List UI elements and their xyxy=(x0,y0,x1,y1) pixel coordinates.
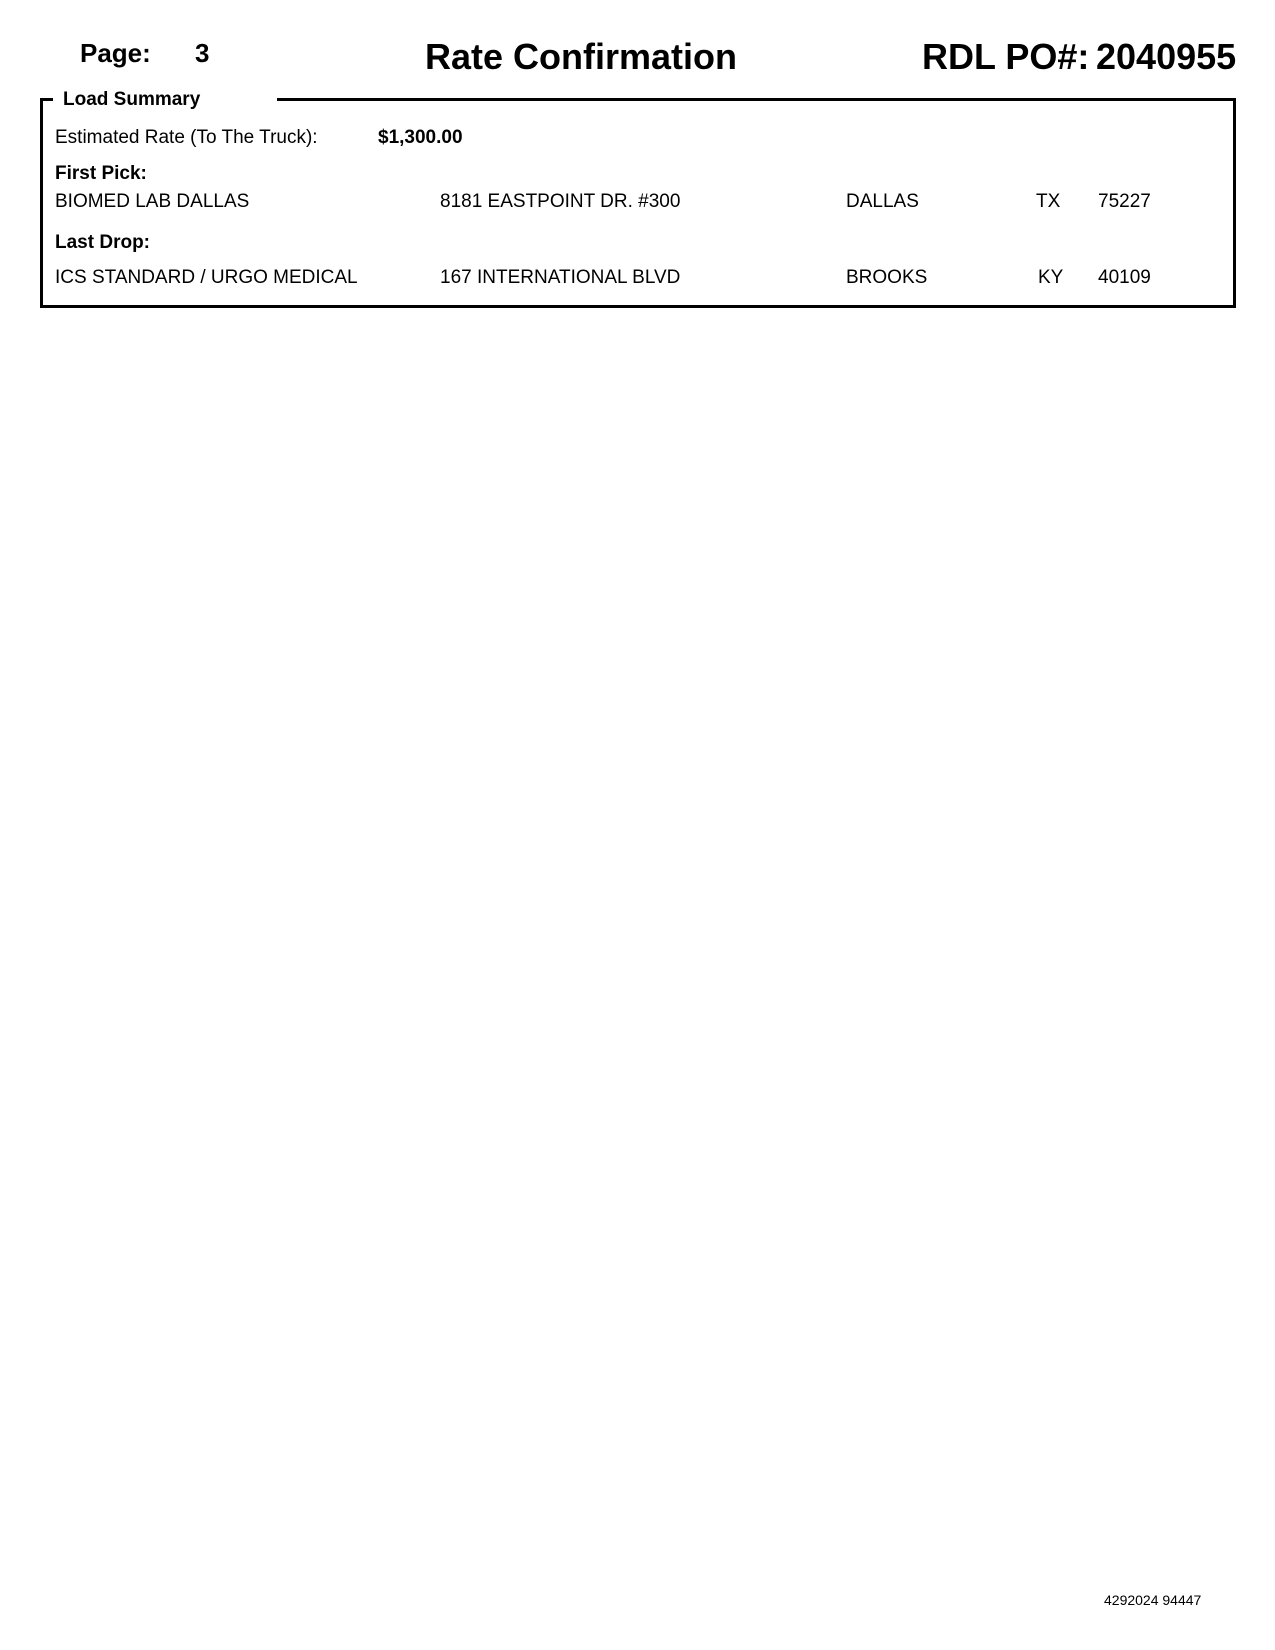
first-pick-heading: First Pick: xyxy=(55,163,147,184)
load-summary-border-tick xyxy=(40,98,52,101)
page-number: 3 xyxy=(195,38,210,68)
first-pick-state: TX xyxy=(1036,191,1061,212)
first-pick-city: DALLAS xyxy=(846,191,919,212)
last-drop-name: ICS STANDARD / URGO MEDICAL xyxy=(55,267,358,288)
load-summary-title: Load Summary xyxy=(63,89,201,110)
page-label: Page: xyxy=(80,38,151,68)
last-drop-city: BROOKS xyxy=(846,267,928,288)
last-drop-zip: 40109 xyxy=(1098,267,1151,288)
last-drop-state: KY xyxy=(1038,267,1064,288)
document-title: Rate Confirmation xyxy=(425,36,738,77)
first-pick-zip: 75227 xyxy=(1098,191,1151,212)
po-label: RDL PO#: xyxy=(922,36,1090,77)
estimated-rate-label: Estimated Rate (To The Truck): xyxy=(55,127,318,148)
footer-code: 4292024 94447 xyxy=(1104,1592,1202,1608)
last-drop-address: 167 INTERNATIONAL BLVD xyxy=(440,267,681,288)
last-drop-heading: Last Drop: xyxy=(55,232,150,253)
estimated-rate-value: $1,300.00 xyxy=(378,127,463,148)
po-number: 2040955 xyxy=(1096,36,1237,77)
first-pick-name: BIOMED LAB DALLAS xyxy=(55,191,250,212)
first-pick-address: 8181 EASTPOINT DR. #300 xyxy=(440,191,681,212)
